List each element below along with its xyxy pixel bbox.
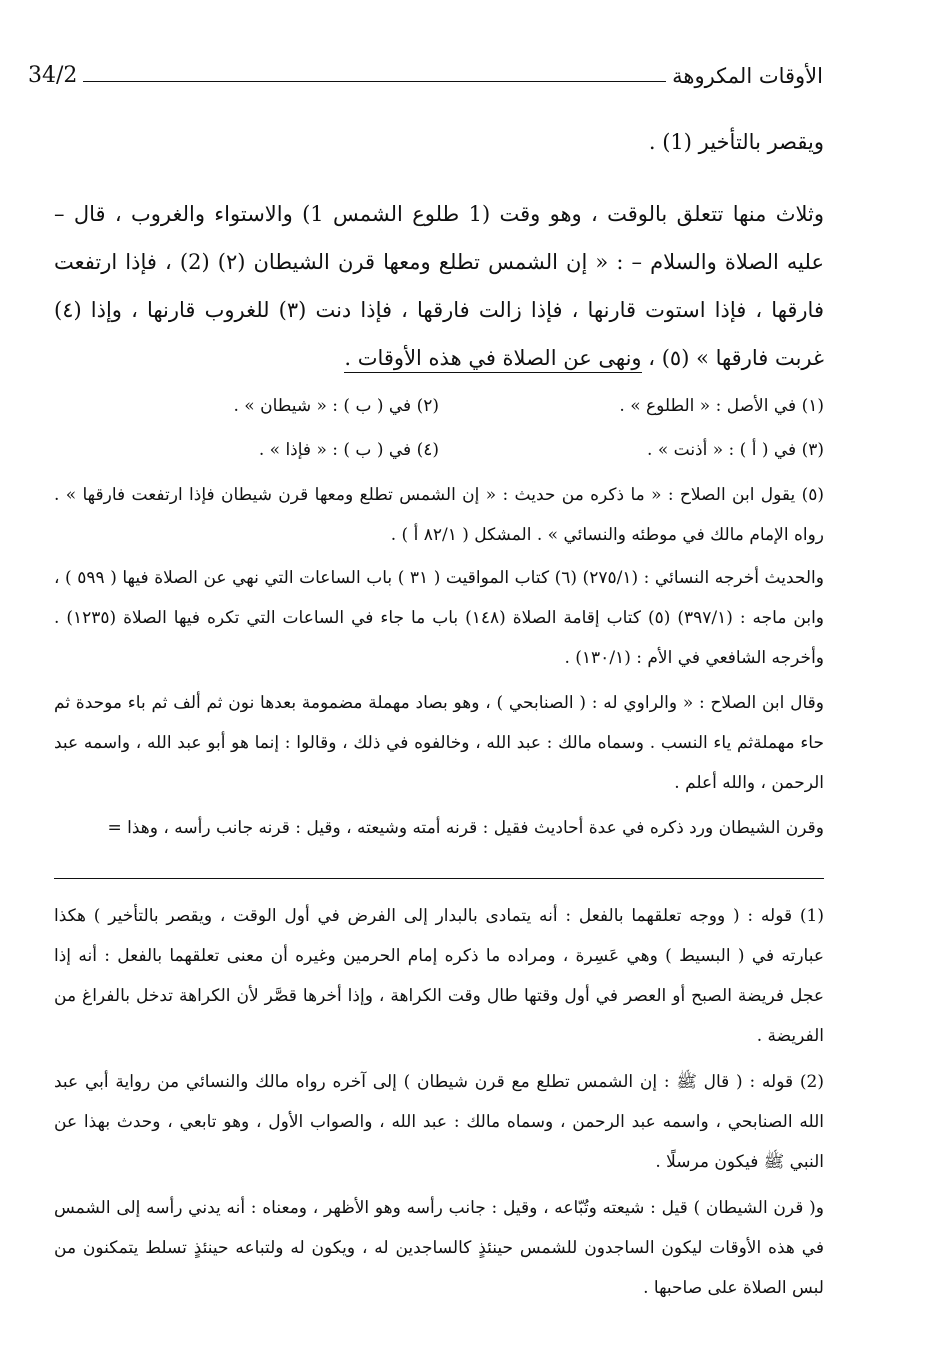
footnote-2: (2) قوله : ( قال ﷺ : إن الشمس تطلع مع قرن شيطان ) إلى آخره رواه مالك والنسائي من رواية أبي عبد الله الصنابحي ، واسمه عبد الرحمن ، وسماه مالك : عبد الله ، والصواب الأول ، وهو تابعي ، وحدث بهذا عن النبي ﷺ فيكون مرسلًا .: [54, 1072, 824, 1172]
source-note-narrator: [54, 683, 824, 803]
main-paragraph: [54, 190, 824, 382]
main-paragraph-text: وثلاث منها تتعلق بالوقت ، وهو وقت (1 طلوع الشمس 1) والاستواء والغروب ، قال – عليه الصلاة والسلام – : « إن الشمس تطلع ومعها قرن الشيطان (٢) (2) ، فإذا ارتفعت فارقها ، فإذا استوت قارنها ، فإذا زالت فارقها ، فإذا دنت (٣) للغروب قارنها ، وإذا (٤) غربت فارقها » (٥) ،: [54, 202, 824, 370]
footnote-3: و( قرن الشيطان ) قيل : شيعته وتُبّاعه ، وقيل : جانب رأسه وهو الأظهر ، ومعناه : أنه يدني رأسه إلى الشمس في هذه الأوقات ليكون الساجدون للشمس حينئذٍ كالساجدين له ، ويكون له ولتباعه حينئذٍ تسلط يتمكنون من لبس الصلاة على صاحبها .: [54, 1198, 824, 1298]
page-header: [28, 58, 823, 88]
variant-note-3: (٣) في ( أ ) : « أذنت » .: [647, 440, 824, 460]
page-number: 34/2: [28, 63, 78, 88]
footnote-1: (1) قوله : ( ووجه تعلقهما بالفعل : أنه يتمادى بالبدار إلى الفرض في أول الوقت ، ويقصر بالتأخير ) هكذا عبارته في ( البسيط ) وهي عَسِرة ، ومراده ما ذكره إمام الحرمين وغيره أن معنى تعلقهما بالفعل : أنه إذا عجل فريضة الصبح أو العصر في أول وقتها طال وقت الكراهة ، وإذا أخرها قصَّر لأن الكراهة تدخل بالفراغ من الفريضة .: [54, 906, 824, 1046]
source-note-5-text: (٥) يقول ابن الصلاح : « ما ذكره من حديث : « إن الشمس تطلع ومعها قرن شيطان فإذا ارتفعت فارقها » . رواه الإمام مالك في موطئه والنسائي » . المشكل ( ٨٢/١ أ ) .: [54, 485, 824, 545]
variant-note-2: (٢) في ( ب ) : « شيطان » .: [233, 396, 439, 416]
header-rule: [83, 81, 666, 82]
source-note-narrator-text: وقال ابن الصلاح : « والراوي له : ( الصنابحي ) ، وهو بصاد مهملة مضمومة بعدها نون ثم ألف ثم باء موحدة ثم حاء مهملةثم ياء النسب . وسماه مالك : عبد الله ، وخالفوه في ذلك ، وقالوا : إنما هو أبو عبد الله ، واسمه عبد الرحمن ، والله أعلم .: [54, 693, 824, 793]
source-note-hadith: [54, 558, 824, 678]
variant-notes: [54, 384, 824, 472]
lead-line: ويقصر بالتأخير (1) .: [648, 130, 824, 154]
footnote-separator: [54, 878, 824, 879]
source-note-qarn: [54, 808, 824, 848]
source-note-5: [54, 475, 824, 555]
source-note-hadith-text: والحديث أخرجه النسائي : (٢٧٥/١) (٦) كتاب المواقيت ( ٣١ ) باب الساعات التي نهي عن الصلاة فيها ( ٥٩٩ ) ، وابن ماجه : (٣٩٧/١) (٥) كتاب إقامة الصلاة (١٤٨) باب ما جاء في الساعات التي تكره فيها الصلاة (١٢٣٥) . وأخرجه الشافعي في الأم : (١٣٠/١) .: [54, 568, 825, 668]
commentary-footnotes: [54, 896, 824, 1314]
source-note-qarn-text: وقرن الشيطان ورد ذكره في عدة أحاديث فقيل : قرنه أمته وشيعته ، وقيل : قرنه جانب رأسه ، وهذا =: [107, 818, 824, 838]
variant-row: [54, 428, 824, 472]
variant-note-1: (١) في الأصل : « الطلوع » .: [619, 396, 824, 416]
variant-note-4: (٤) في ( ب ) : « فإذا » .: [258, 440, 439, 460]
underlined-phrase: ونهى عن الصلاة في هذه الأوقات .: [344, 346, 641, 373]
variant-row: [54, 384, 824, 428]
running-title: الأوقات المكروهة: [672, 64, 823, 88]
main-text: [54, 118, 824, 382]
